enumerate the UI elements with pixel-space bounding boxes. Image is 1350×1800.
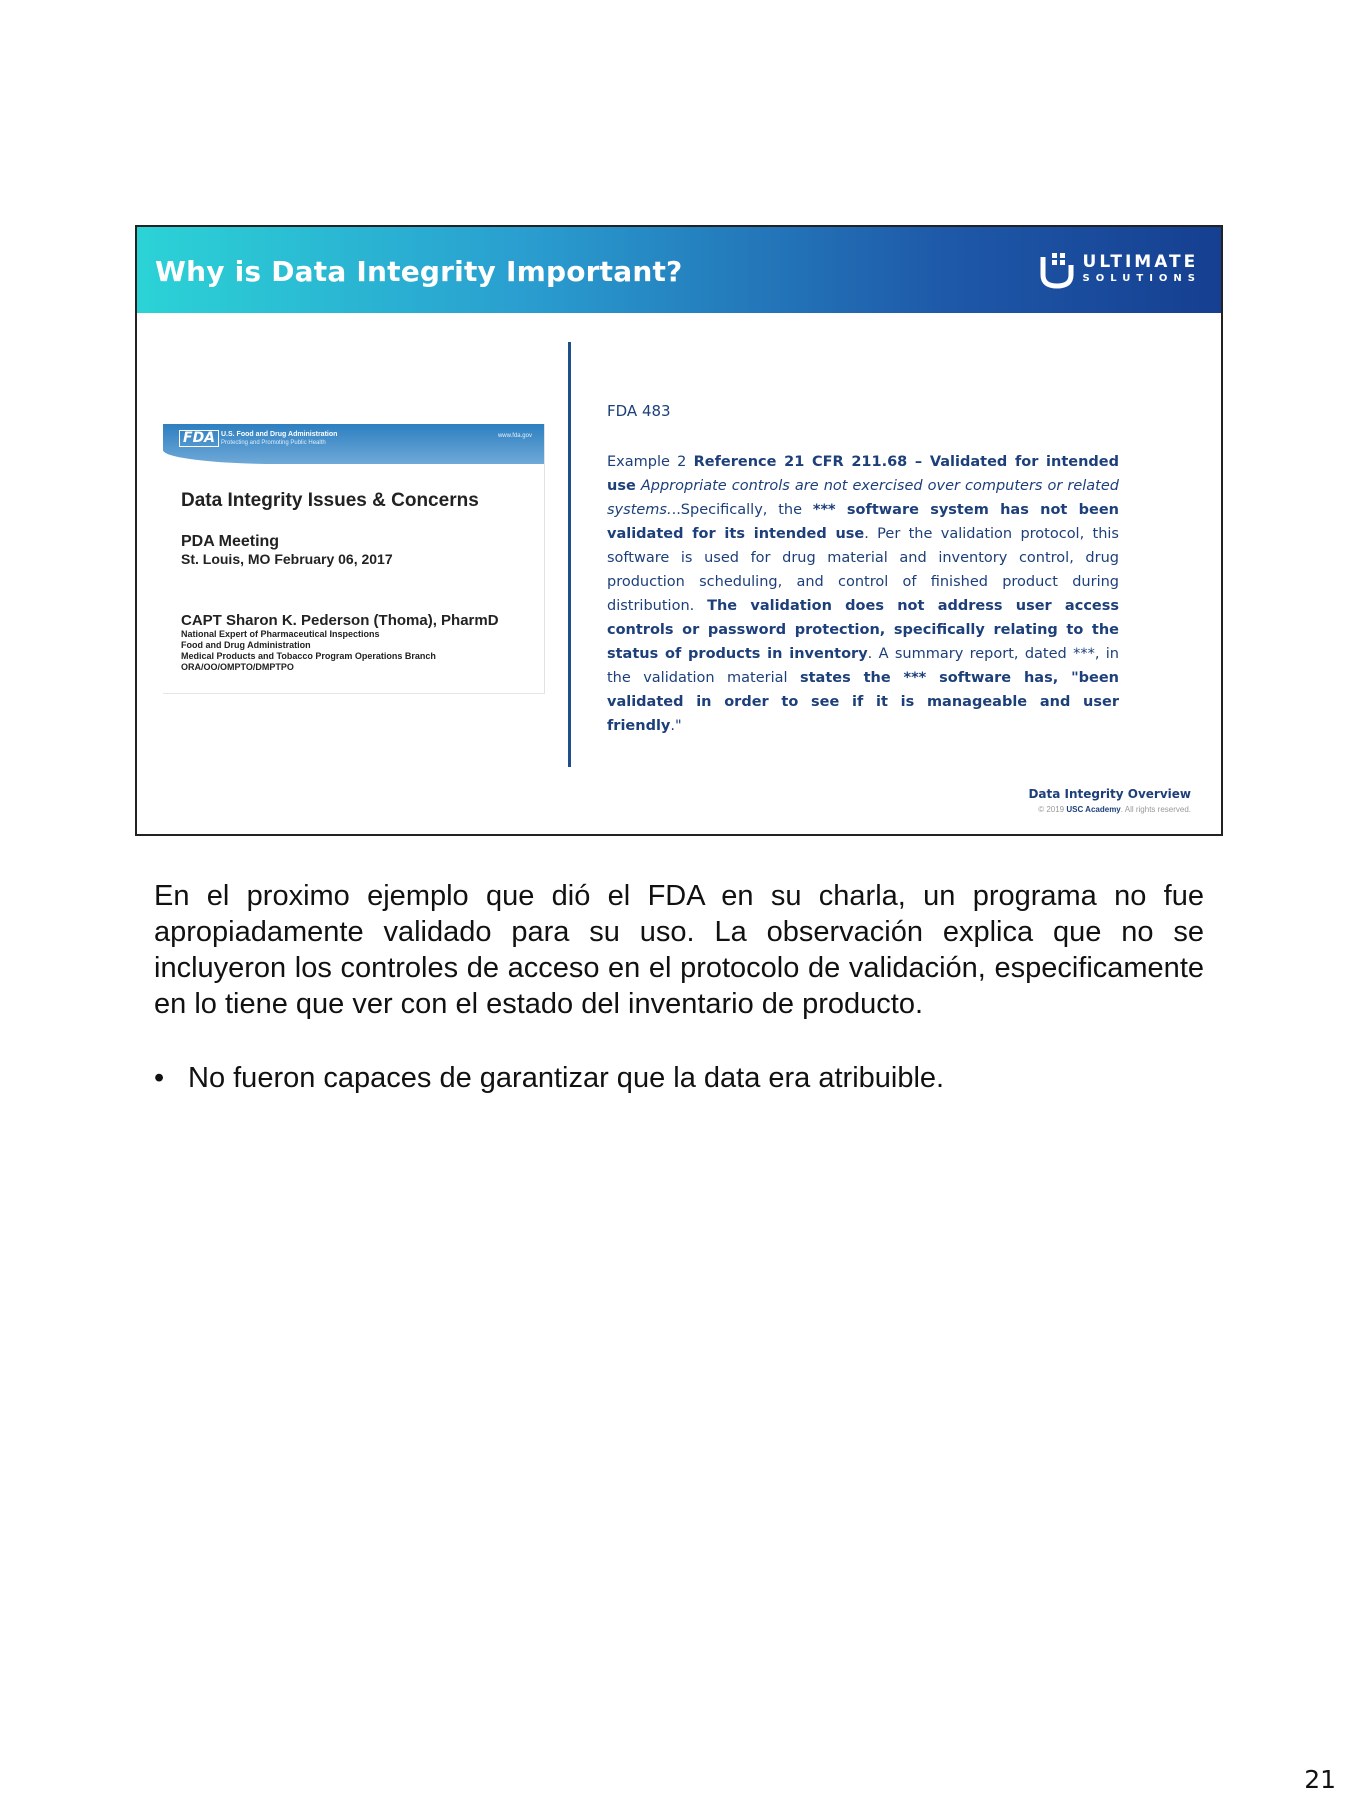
bold-access: The validation does not address user access controls or password protection, specifically relating to the status of products in inventory (607, 598, 1120, 662)
fda-url: www.fda.gov (497, 433, 532, 439)
brand-name: ULTIMATE (1082, 252, 1199, 272)
bold-states: states the *** software has, "been validated in order to see if it is manageable and user friendly (607, 670, 1119, 734)
copyright-year: © 2019 (1038, 805, 1065, 814)
slide-title: Why is Data Integrity Important? (155, 255, 683, 288)
reference-text: Reference 21 CFR 211.68 – Validated for intended use (607, 454, 1119, 494)
notes-bullet (154, 1060, 1204, 1096)
slide (135, 225, 1223, 836)
thumbnail-title: Data Integrity Issues & Concerns (181, 490, 479, 511)
fda-tagline: Protecting and Promoting Public Health (221, 440, 326, 446)
bullet-text: No fueron capaces de garantizar que la data era atribuible. (188, 1062, 945, 1094)
credit-line: ORA/OO/OMPTO/DMPTPO (181, 662, 294, 672)
fda-logo: FDA (179, 430, 219, 447)
thumbnail-meeting: PDA Meeting (181, 533, 280, 550)
footer-copyright (1028, 805, 1191, 814)
thumbnail-location: St. Louis, MO February 06, 2017 (181, 551, 393, 567)
italic-statement: Appropriate controls are not exercised over computers or related systems. (607, 478, 1119, 518)
page-number: 21 (1304, 1765, 1336, 1794)
fda-agency-name: U.S. Food and Drug Administration (221, 431, 338, 438)
slide-body (607, 402, 1119, 738)
slide-header (137, 227, 1221, 313)
summary-text: . A summary report, dated ***, in the validation material (607, 646, 1119, 686)
slide-footer (1028, 787, 1191, 814)
credit-line: Food and Drug Administration (181, 640, 311, 650)
closing-text: ." (670, 718, 682, 734)
credit-line: Medical Products and Tobacco Program Operations Branch (181, 651, 436, 661)
brand-subname: SOLUTIONS (1082, 273, 1201, 284)
specifically-text: ..Specifically, the (671, 502, 803, 518)
protocol-text: . Per the validation protocol, this software is used for drug material and inventory control, drug production scheduling, and control of finished product during distribution. (607, 526, 1119, 614)
example-label: Example 2 (607, 454, 687, 470)
fda-presentation-thumbnail (163, 424, 545, 694)
bullet-mark: • (154, 1062, 165, 1094)
copyright-org: USC Academy (1066, 805, 1121, 814)
bold-validated: *** software system has not been validated for its intended use (607, 502, 1119, 542)
ultimate-solutions-logo-icon (1039, 249, 1075, 289)
example-text (607, 450, 1119, 738)
brand-logo (1039, 249, 1201, 289)
footer-title: Data Integrity Overview (1028, 787, 1191, 801)
copyright-suffix: . All rights reserved. (1120, 805, 1191, 814)
credit-line: National Expert of Pharmaceutical Inspections (181, 629, 380, 639)
fda-483-heading: FDA 483 (607, 402, 671, 420)
thumbnail-credits (181, 629, 436, 673)
thumbnail-presenter: CAPT Sharon K. Pederson (Thoma), PharmD (181, 612, 499, 629)
speaker-notes: En el proximo ejemplo que dió el FDA en su charla, un programa no fue apropiadamente validado para su uso. La observación explica que no se incluyeron los controles de acceso en el protocolo de validación, especificamente en lo tiene que ver con el estado del inventario de producto. (154, 880, 1204, 1020)
vertical-divider (568, 342, 571, 767)
